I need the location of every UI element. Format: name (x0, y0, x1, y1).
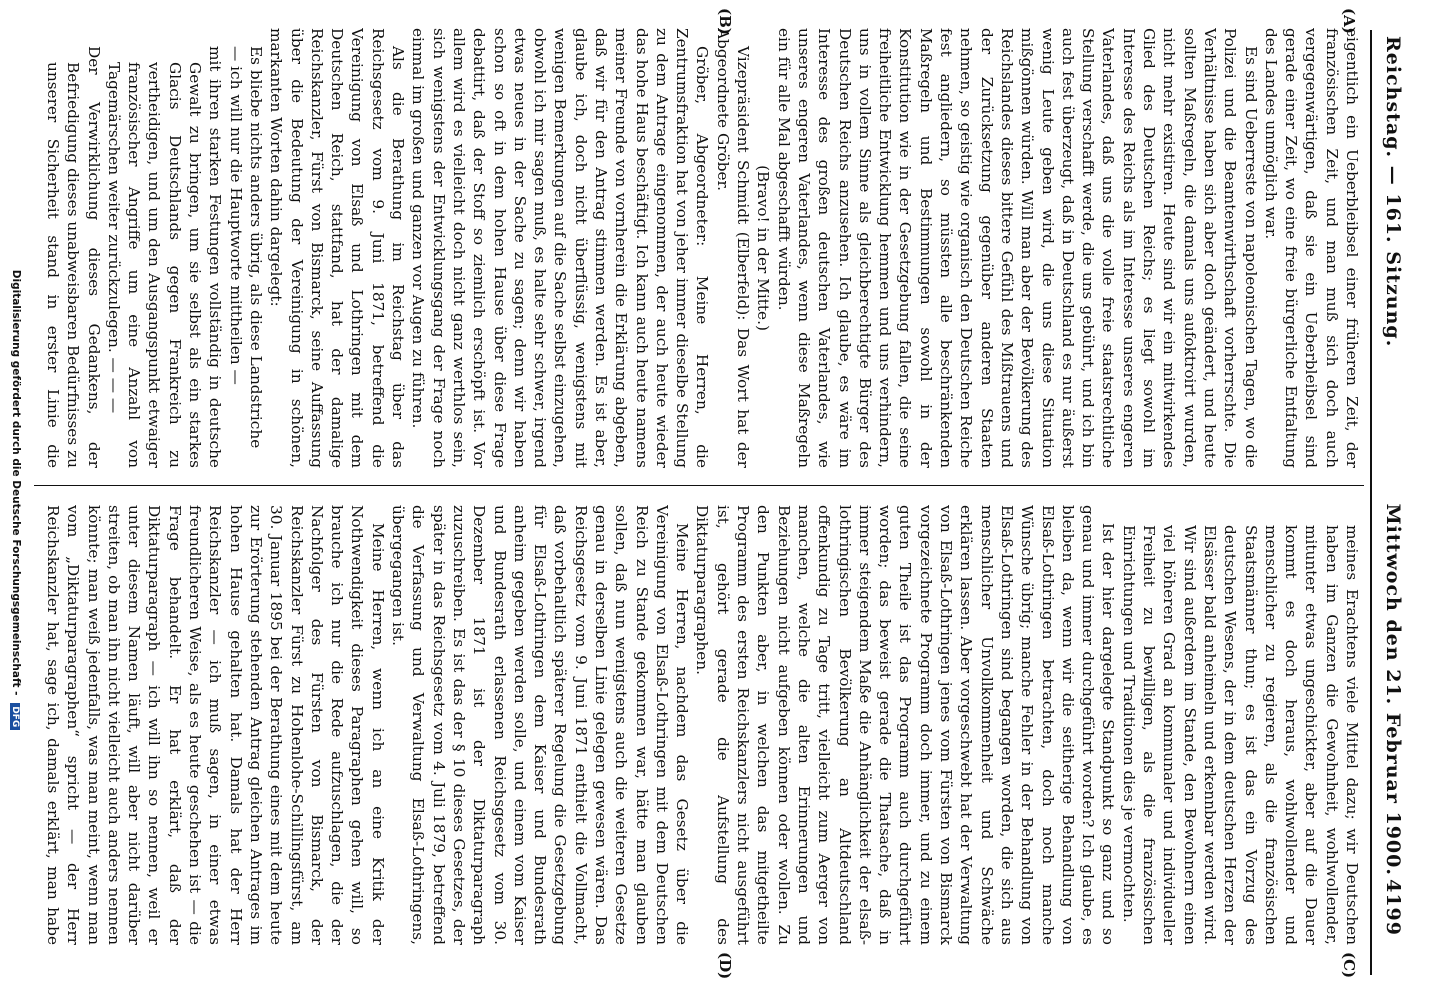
paragraph: eigentlich ein Ueberbleibsel einer früheren Zeit, der französischen Zeit, und man muß sich doch auch vergegenwärtigen, daß sie ein Ueberbleibsel sind gerade einer Zeit, wo eine freie bürgerliche Entfaltung des Landes unmöglich war. (1261, 28, 1361, 468)
quotation: mit ihren starken Festungen vollständig in deutsche Gewalt zu bringen, um sie selbst als ein starkes Glacis Deutschlands gegen Frankreich zu vertheidigen, und um den Ausgangspunkt etwaiger französischer Angriffe um eine Anzahl von Tagemärschen weiter zurückzulegen. — — — (104, 46, 225, 468)
digitization-footer (2, 0, 22, 1000)
interjection: (Bravo! in der Mitte.) (754, 165, 773, 331)
margin-mark-b: (B) (716, 8, 734, 35)
margin-mark-c: (C) (1340, 952, 1358, 979)
paragraph: Es sind Ueberreste von napoleonischen Tagen, wo die Polizei und die Beamtenwirthschaft vorherrschte. Die Verhältnisse haben sich aber doch geändert, und heute sollten Maßregeln, die damals uns aufoktroirt wurden, nicht mehr existiren. Heute sind wir ein mitwirkendes Glied des Deutschen Reichs; es liegt sowohl im Interesse des Reichs als im Interesse unseres engeren Vaterlandes, daß uns die volle freie staatsrechtliche Stellung verschafft werde, die uns gebührt, und ich bin auch fest überzeugt, daß in Deutschland es nur äußerst wenig Leute geben wird, die uns diese Situation mißgönnen würden. Will man aber der Bevölkerung des Reichslandes dieses bittere Gefühl des Mißtrauens und der Zurücksetzung gegenüber anderen Staaten nehmen, so geistig wie organisch den Deutschen Reiche fest angliedern, so müssten alle beschränkenden Maßregeln und Bestimmungen sowohl in der Konstitution wie in der Gesetzgebung fallen, die seine freiheitliche Entwicklung hemmen und uns verhindern, uns in vollem Sinne als gleichberechtigte Bürger des Deutschen Reichs anzusehen. Ich glaube, es wäre im Interesse des großen deutschen Vaterlandes, wie unseres engeren Vaterlandes, wenn diese Maßregeln ein für alle Mal abgeschafft würden. (774, 28, 1260, 468)
header-rule (1370, 30, 1372, 975)
quotation: Es bliebe nichts anders übrig, als diese Landstriche (246, 46, 265, 449)
paragraph: Gröber, Abgeordneter: Meine Herren, die Zentrumsfraktion hat von jeher immer dieselbe Stellung zu dem Antrage eingenommen, der auch heute wieder das hohe Haus beschäftigt. Ich kann auch heute namens meiner Freunde von vornherein die Erklärung abgeben, daß wir für den Antrag stimmen werden. Es ist aber, glaube ich, doch nicht überflüssig, wenigstens mit wenigen Bemerkungen auf die Sache selbst einzugehen, obwohl ich mir sagen muß, es halte sehr schwer, irgend etwas neues in der Sache zu sagen; denn wir haben schon so oft in dem hohen Hause über diese Frage debattirt, daß der Stoff so ziemlich erschöpft ist. Vor allem wird es vielleicht doch nicht ganz werthlos sein, sich wenigstens der Entwicklungsgang der Frage noch einmal im großen und ganzen vor Augen zu führen. (409, 28, 712, 468)
header-date: Mittwoch den 21. Februar 1900. (1382, 503, 1404, 876)
paragraph: Meine Herren, nachdem das Gesetz über die Vereinigung von Elsaß-Lothringen mit dem Deutschen Reich zu Stande gekommen war, hätte man glauben sollen, daß nun wenigstens auch die weiteren Gesetze genau in derselben Linie gelegen gewesen wären. Das Reichsgesetz vom 9. Juni 1871 enthielt die Vollmacht, daß vorbehaltlich späterer Regelung die Gesetzgebung für Elsaß-Lothringen dem Kaiser und Bundesrath anheim gegeben werden solle, und einem vom Kaiser und Bundesrath erlassenen Reichsgesetz vom 30. Dezember 1871 ist der Diktaturparagraph zuzuschreiben. Es ist das der § 10 dieses Gesetzes, der später in das Reichsgesetz vom 4. Juli 1879, betreffend die Verfassung und Verwaltung Elsaß-Lothringens, übergegangen ist. (389, 505, 692, 945)
dfg-logo: DFG (10, 703, 20, 730)
paragraph: Meine Herren, wenn ich an eine Kritik der Nothwendigkeit dieses Paragraphen gehen will, so brauche ich nur die Rede aufzuschlagen, die der Nachfolger des Fürsten von Bismarck, der Reichskanzler Fürst zu Hohenlohe-Schillingsfürst, am 30. Januar 1895 bei der Berathung eines mit dem heute zur Erörterung stehenden Antrag gleichen Antrages im hohen Hause gehalten hat. Damals hat der Herr Reichskanzler — ich muß sagen, in einer etwas freundlicheren Weise, als es heute geschehen ist — die Frage behandelt. Er hat erklärt, daß der Diktaturparagraph — ich will ihn so nennen, weil er unter diesem Namen läuft, will aber nicht darüber streiten, ob man ihn nicht vielleicht auch anders nennen könnte; man weiß jedenfalls, was man meint, wenn man vom „Diktaturparagraphen“ spricht — der Herr Reichskanzler hat, sage ich, damals erklärt, man habe (44, 505, 387, 945)
text-column-right (42, 505, 1362, 945)
footer-text: Digitalisierung gefördert durch die Deutsche Forschungsgemeinschaft - (10, 269, 22, 696)
margin-mark-d: (D) (716, 952, 734, 980)
paragraph: Ist der hier dargelegte Standpunkt so ganz und so genau und immer durchgeführt worden? Ich glaube, es bleiben da, wenn wir die seitherige Behandlung von Elsaß-Lothringen betrachten, doch noch manche Wünsche übrig; manche Fehler in der Behandlung von Elsaß-Lothringen sind begangen worden, die sich aus menschlicher Unvollkommenheit und Schwäche erklären lassen. Aber vorgeschwebt hat der Verwaltung von Elsaß-Lothringen jenes vom Fürsten von Bismarck vorgezeichnete Programm doch immer, und zu einem guten Theile ist das Programm auch durchgeführt worden; das beweist gerade die Thatsache, daß in immer steigendem Maße die Anhänglichkeit der elsaß-lothringischen Bevölkerung an Altdeutschland offenkundig zu Tage tritt, vielleicht zum Aerger von manchen, welche die alten Erinnerungen und Beziehungen nicht aufgeben können oder wollen. Zu den Punkten aber, in welchen das mitgetheilte Programm des ersten Reichskanzlers nicht ausgeführt ist, gehört gerade die Aufstellung des Diktaturparagraphen. (693, 505, 1118, 945)
quotation: Der Verwirklichung dieses Gedankens, der Befriedigung dieses unabweisbaren Bedürfnisses zu unserer Sicherheit stand in erster Linie die (44, 46, 103, 468)
paragraph: Vizepräsident Schmidt (Elberfeld): Das Wort hat der Abgeordnete Gröber. (713, 28, 753, 468)
page-number: 4199 (1382, 879, 1404, 936)
column-divider (34, 485, 1364, 486)
margin-mark-a: (A) (1340, 8, 1358, 34)
paragraph: — ich will nur die Hauptworte mittheilen — (226, 46, 245, 385)
quotation: meines Erachtens viele Mittel dazu; wir Deutschen haben im Ganzen die Gewohnheit, wohlwollender, mitunter etwas ungeschickter, aber auf die Dauer kommt es doch heraus, wohlwollender und menschlicher zu regieren, als die französischen Staatsmänner thun; es ist das ein Vorzug des deutschen Wesens, der in dem deutschen Herzen der Elsässer bald anheimeln und erkennbar werden wird. Wir sind außerdem im Stande, den Bewohnern einen viel höheren Grad an kommunaler und individueller Freiheit zu bewilligen, als die französischen Einrichtungen und Traditionen dies je vermochten. (1119, 525, 1361, 945)
header-session: Reichstag. — 161. Sitzung. (1382, 36, 1404, 348)
text-column-left (42, 28, 1362, 468)
page-header (1372, 36, 1404, 936)
paragraph: Als die Berathung im Reichstag über das Reichsgesetz vom 9. Juni 1871, betreffend die Vereinigung von Elsaß und Lothringen mit dem Deutschen Reich, stattfand, hat der damalige Reichskanzler, Fürst von Bismarck, seine Auffassung über die Bedeutung der Vereinigung in schönen, markanten Worten dahin dargelegt: (267, 28, 408, 468)
